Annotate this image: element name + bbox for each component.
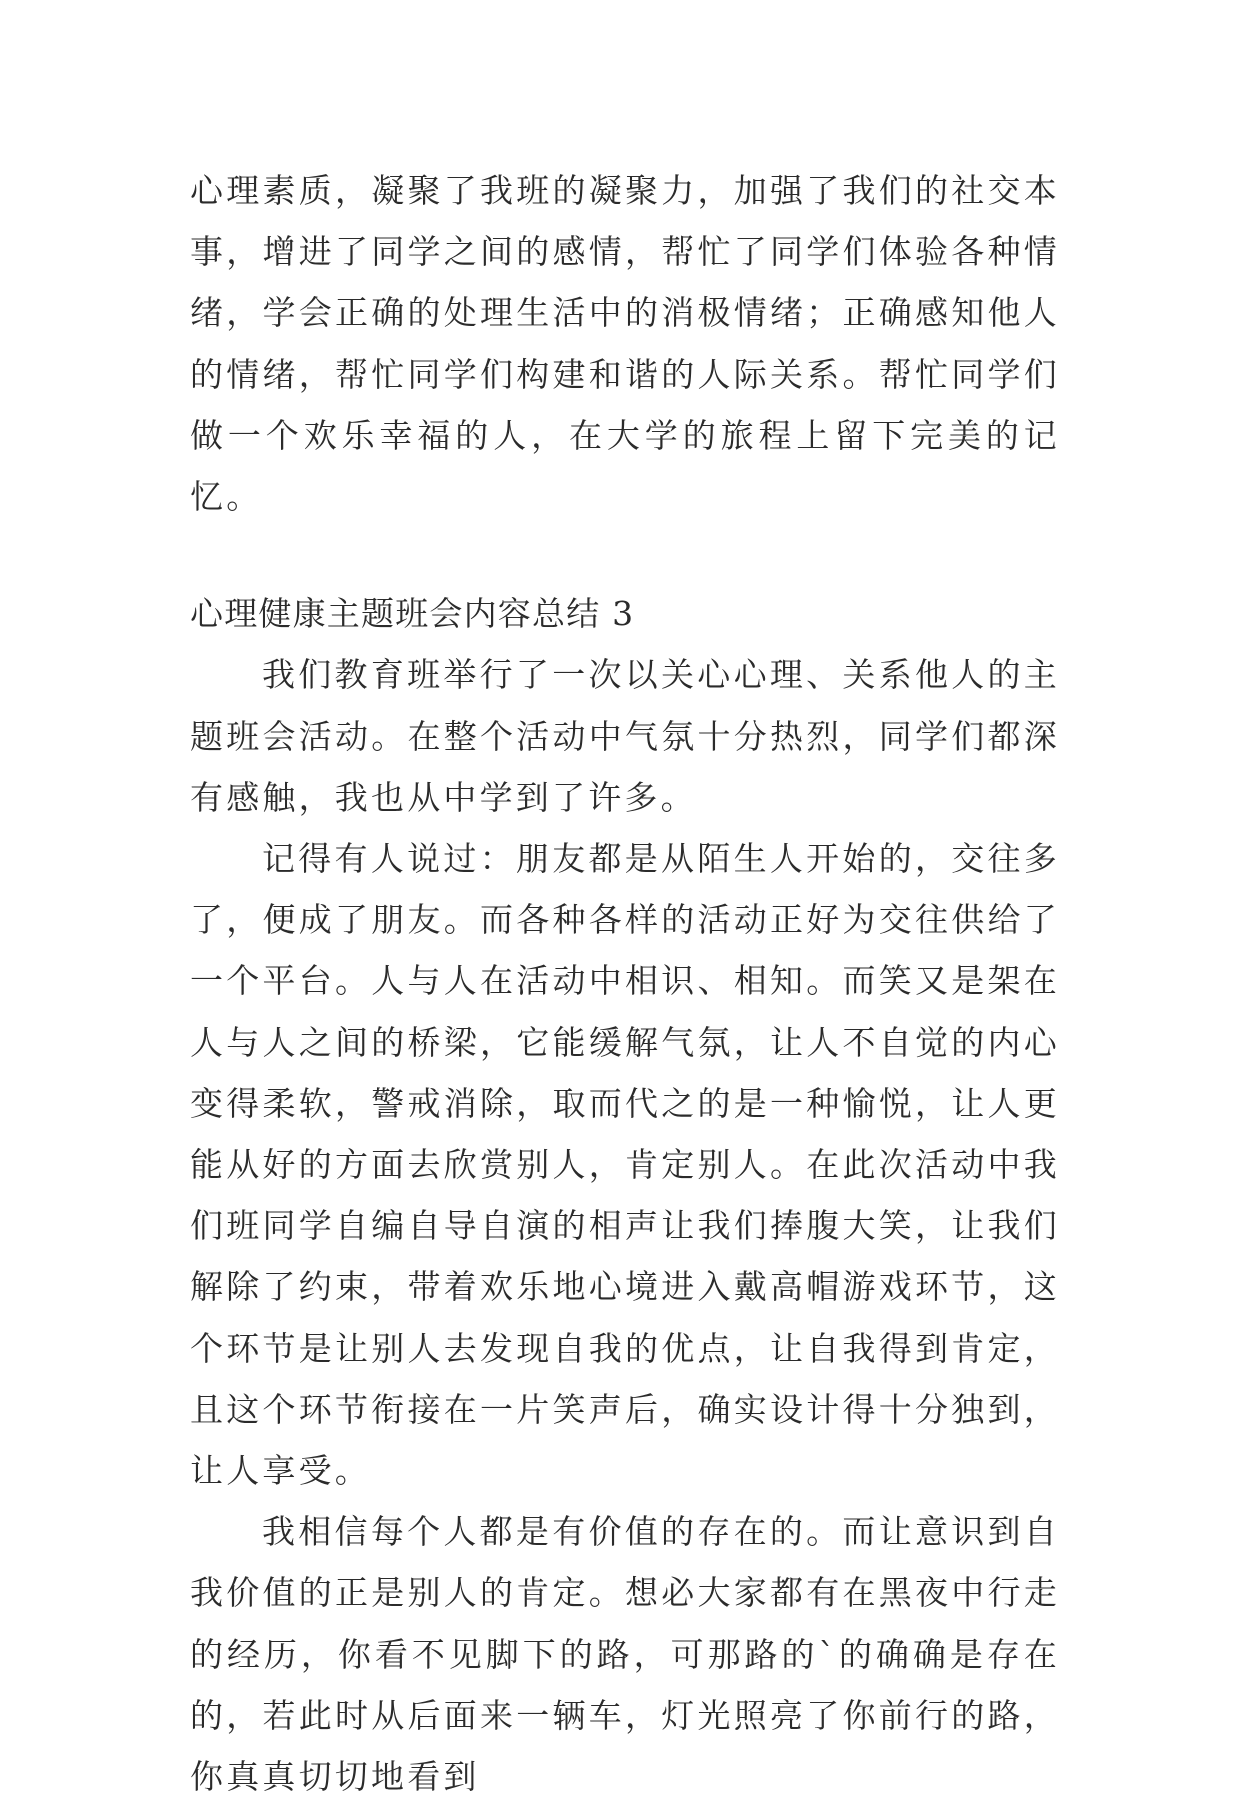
document-body bbox=[190, 160, 1060, 1807]
section-paragraph-2: 记得有人说过：朋友都是从陌生人开始的，交往多了，便成了朋友。而各种各样的活动正好为交往供给了一个平台。人与人在活动中相识、相知。而笑又是架在人与人之间的桥梁，它能缓解气氛，让人不自觉的内心变得柔软，警戒消除，取而代之的是一种愉悦，让人更能从好的方面去欣赏别人，肯定别人。在此次活动中我们班同学自编自导自演的相声让我们捧腹大笑，让我们解除了约束，带着欢乐地心境进入戴高帽游戏环节，这个环节是让别人去发现自我的优点，让自我得到肯定，且这个环节衔接在一片笑声后，确实设计得十分独到，让人享受。 bbox=[190, 839, 1060, 1491]
section-paragraph-1: 我们教育班举行了一次以关心心理、关系他人的主题班会活动。在整个活动中气氛十分热烈，同学们都深有感触，我也从中学到了许多。 bbox=[190, 655, 1060, 817]
paragraph-continued: 心理素质，凝聚了我班的凝聚力，加强了我们的社交本事，增进了同学之间的感情，帮忙了同学们体验各种情绪，学会正确的处理生活中的消极情绪；正确感知他人的情绪，帮忙同学们构建和谐的人际关系。帮忙同学们做一个欢乐幸福的人，在大学的旅程上留下完美的记忆。 bbox=[190, 171, 1060, 517]
section-heading: 心理健康主题班会内容总结 3 bbox=[190, 594, 635, 634]
section-paragraph-3: 我相信每个人都是有价值的存在的。而让意识到自我价值的正是别人的肯定。想必大家都有在黑夜中行走的经历，你看不见脚下的路，可那路的`的确确是存在的，若此时从后面来一辆车，灯光照亮了你前行的路，你真真切切地看到 bbox=[190, 1512, 1060, 1797]
